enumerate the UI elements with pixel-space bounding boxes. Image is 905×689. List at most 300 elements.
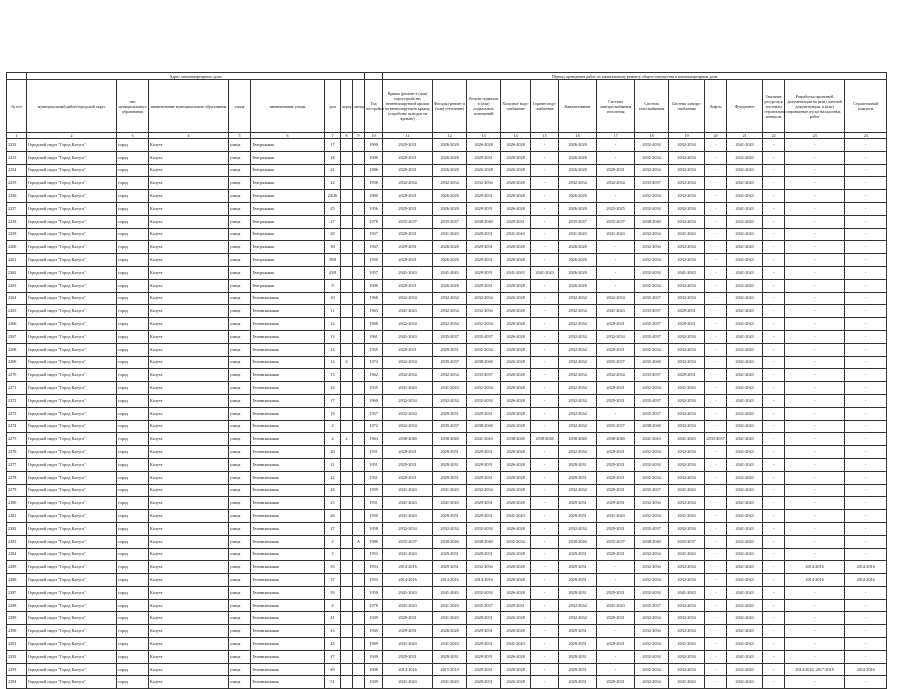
table-cell: - bbox=[705, 151, 727, 164]
table-cell: 1954 bbox=[365, 561, 383, 574]
table-cell: 2041-2043 bbox=[669, 266, 705, 279]
table-cell bbox=[341, 292, 353, 305]
table-cell: Городской округ "Город Калуга" bbox=[27, 318, 117, 331]
table-cell: Театральная bbox=[251, 139, 325, 152]
table-cell: 2281 bbox=[7, 510, 27, 523]
table-cell: - bbox=[531, 625, 559, 638]
table-cell: город bbox=[117, 151, 149, 164]
table-cell: 1947 bbox=[365, 241, 383, 254]
table-row bbox=[7, 139, 887, 152]
table-cell: - bbox=[705, 305, 727, 318]
table-cell: Телевизионная bbox=[251, 663, 325, 676]
table-cell: - bbox=[705, 599, 727, 612]
table-cell: - bbox=[763, 458, 785, 471]
table-cell bbox=[353, 510, 365, 523]
table-cell: 2029-2031 bbox=[559, 586, 597, 599]
table-cell: Городской округ "Город Калуга" bbox=[27, 177, 117, 190]
table-cell: 2041-2043 bbox=[727, 497, 763, 510]
table-cell: 2029-2031 bbox=[383, 254, 433, 267]
column-number: 10 bbox=[365, 133, 383, 139]
table-cell: Городской округ "Город Калуга" bbox=[27, 497, 117, 510]
table-cell bbox=[341, 484, 353, 497]
table-cell: 2035-2037 bbox=[635, 305, 669, 318]
table-row bbox=[7, 228, 887, 241]
table-cell: 2041-2043 bbox=[727, 343, 763, 356]
table-row bbox=[7, 522, 887, 535]
table-cell: 2029-2031 bbox=[467, 266, 501, 279]
table-cell: Калуга bbox=[149, 164, 229, 177]
table-cell: 1974 bbox=[365, 356, 383, 369]
column-header: наименование улицы bbox=[251, 80, 325, 133]
table-row bbox=[7, 471, 887, 484]
table-cell: 2032-2034 bbox=[669, 407, 705, 420]
table-row bbox=[7, 599, 887, 612]
table-cell: Калуга bbox=[149, 292, 229, 305]
table-row bbox=[7, 292, 887, 305]
table-cell: - bbox=[785, 676, 845, 689]
table-cell: - bbox=[597, 266, 635, 279]
table-cell: Городской округ "Город Калуга" bbox=[27, 407, 117, 420]
table-cell: город bbox=[117, 190, 149, 203]
table-cell: 2032-2034 bbox=[433, 177, 467, 190]
table-cell bbox=[341, 638, 353, 651]
table-cell bbox=[341, 177, 353, 190]
table-cell bbox=[353, 266, 365, 279]
table-cell bbox=[341, 586, 353, 599]
table-cell bbox=[353, 330, 365, 343]
table-cell: - bbox=[785, 369, 845, 382]
table-cell: город bbox=[117, 356, 149, 369]
table-cell: 2026-2028 bbox=[501, 420, 531, 433]
table-cell: 2041-2043 bbox=[727, 535, 763, 548]
table-cell: 2041-2043 bbox=[597, 510, 635, 523]
table-cell: 1961 bbox=[365, 330, 383, 343]
table-cell: 2032-2034 bbox=[383, 318, 433, 331]
table-cell: 2032-2034 bbox=[635, 382, 669, 395]
header-group-row bbox=[7, 73, 887, 80]
table-cell: 2041-2043 bbox=[383, 382, 433, 395]
table-cell: 2265 bbox=[7, 305, 27, 318]
table-cell: 2032-2034 bbox=[635, 638, 669, 651]
table-cell: 2032-2034 bbox=[467, 382, 501, 395]
table-cell: 2032-2034 bbox=[669, 458, 705, 471]
table-cell: 2035-2037 bbox=[433, 356, 467, 369]
table-cell: Телевизионная bbox=[251, 612, 325, 625]
table-cell: 2032-2034 bbox=[635, 164, 669, 177]
table-cell: - bbox=[763, 446, 785, 459]
table-cell: 2026-2028 bbox=[501, 139, 531, 152]
table-cell: - bbox=[531, 599, 559, 612]
table-cell: - bbox=[763, 343, 785, 356]
table-cell: 2041-2043 bbox=[467, 433, 501, 446]
table-cell: 2038-2040 bbox=[501, 433, 531, 446]
table-cell: 2041-2043 bbox=[727, 625, 763, 638]
table-cell bbox=[341, 561, 353, 574]
table-row bbox=[7, 433, 887, 446]
table-cell: 2032-2034 bbox=[669, 663, 705, 676]
table-cell: 2038-2040 bbox=[635, 215, 669, 228]
table-cell: 1958 bbox=[365, 177, 383, 190]
table-cell: 2032-2034 bbox=[635, 663, 669, 676]
table-cell: Городской округ "Город Калуга" bbox=[27, 625, 117, 638]
table-cell: 2032-2034 bbox=[559, 599, 597, 612]
table-cell: - bbox=[531, 254, 559, 267]
table-row bbox=[7, 266, 887, 279]
table-cell: 2035-2037 bbox=[635, 369, 669, 382]
table-cell: 2032-2034 bbox=[669, 190, 705, 203]
table-cell: - bbox=[763, 471, 785, 484]
table-cell: Калуга bbox=[149, 190, 229, 203]
table-cell: 2026-2028 bbox=[501, 676, 531, 689]
table-cell: 2032-2034 bbox=[559, 343, 597, 356]
table-cell: 2278 bbox=[7, 471, 27, 484]
table-cell: - bbox=[845, 177, 887, 190]
table-cell: 2026-2028 bbox=[501, 292, 531, 305]
header-group-period: Период проведения работ по капитальному ремонту общего имущества в многоквартирном доме bbox=[383, 73, 887, 80]
table-cell: - bbox=[531, 471, 559, 484]
table-cell: Калуга bbox=[149, 471, 229, 484]
table-cell: - bbox=[763, 561, 785, 574]
column-header: Канализование bbox=[559, 80, 597, 133]
table-cell: Городской округ "Город Калуга" bbox=[27, 356, 117, 369]
table-cell: - bbox=[763, 190, 785, 203]
table-cell: - bbox=[785, 279, 845, 292]
table-cell: 2266 bbox=[7, 318, 27, 331]
table-cell: 2026-2028 bbox=[501, 279, 531, 292]
table-row bbox=[7, 151, 887, 164]
table-cell: 2032-2034 bbox=[669, 139, 705, 152]
table-cell: Театральная bbox=[251, 241, 325, 254]
table-cell: - bbox=[705, 139, 727, 152]
table-cell: улица bbox=[229, 356, 251, 369]
table-cell: 2041-2043 bbox=[433, 484, 467, 497]
table-cell: - bbox=[763, 330, 785, 343]
table-cell: 1900 bbox=[365, 190, 383, 203]
table-cell: 2029-2031 bbox=[433, 343, 467, 356]
table-cell: - bbox=[531, 394, 559, 407]
column-header: Строительный контроль bbox=[845, 80, 887, 133]
table-cell: 2032-2034 bbox=[467, 484, 501, 497]
table-cell bbox=[341, 574, 353, 587]
table-cell: - bbox=[845, 612, 887, 625]
table-cell: Городской округ "Город Калуга" bbox=[27, 305, 117, 318]
table-cell: 2029-2031 bbox=[467, 471, 501, 484]
table-cell: 2032-2034 bbox=[597, 330, 635, 343]
table-cell: 2032-2034 bbox=[383, 356, 433, 369]
table-cell: город bbox=[117, 177, 149, 190]
table-cell: - bbox=[705, 292, 727, 305]
table-row bbox=[7, 241, 887, 254]
table-cell: - bbox=[845, 318, 887, 331]
table-row bbox=[7, 561, 887, 574]
table-cell: - bbox=[763, 548, 785, 561]
table-cell: Телевизионная bbox=[251, 638, 325, 651]
table-row bbox=[7, 394, 887, 407]
table-cell: 1935 bbox=[365, 382, 383, 395]
table-cell: 2026-2028 bbox=[501, 471, 531, 484]
table-cell: 2038-2040 bbox=[467, 356, 501, 369]
table-cell: 2032-2034 bbox=[383, 420, 433, 433]
table-cell: 1957 bbox=[365, 266, 383, 279]
table-cell: 2029-2031 bbox=[597, 522, 635, 535]
table-cell: 2032-2034 bbox=[467, 292, 501, 305]
table-cell: Театральная bbox=[251, 228, 325, 241]
table-row bbox=[7, 535, 887, 548]
table-cell: 2041-2043 bbox=[727, 369, 763, 382]
table-cell: 2029-2031 bbox=[559, 650, 597, 663]
table-cell: 2026-2028 bbox=[433, 625, 467, 638]
table-cell: - bbox=[845, 548, 887, 561]
table-cell: - bbox=[531, 676, 559, 689]
table-cell: 2032-2034 bbox=[635, 612, 669, 625]
table-cell: 2029-2031 bbox=[467, 446, 501, 459]
table-cell: улица bbox=[229, 446, 251, 459]
table-cell: 1908 bbox=[365, 663, 383, 676]
table-cell: город bbox=[117, 433, 149, 446]
table-cell: 2041-2043 bbox=[433, 228, 467, 241]
table-cell: 2 bbox=[325, 535, 341, 548]
table-cell: - bbox=[705, 330, 727, 343]
table-cell bbox=[353, 369, 365, 382]
table-cell: Телевизионная bbox=[251, 535, 325, 548]
table-cell: улица bbox=[229, 241, 251, 254]
table-cell: - bbox=[845, 356, 887, 369]
table-cell: улица bbox=[229, 139, 251, 152]
table-cell: 2035-2037 bbox=[433, 330, 467, 343]
table-cell bbox=[353, 356, 365, 369]
column-number: 9 bbox=[353, 133, 365, 139]
table-cell: 2041-2043 bbox=[669, 586, 705, 599]
table-cell: 2277 bbox=[7, 458, 27, 471]
table-cell: 2029-2031 bbox=[501, 215, 531, 228]
table-cell: - bbox=[785, 484, 845, 497]
table-cell: Городской округ "Город Калуга" bbox=[27, 535, 117, 548]
table-cell bbox=[353, 574, 365, 587]
table-cell: - bbox=[785, 497, 845, 510]
table-cell: 2014-2016 bbox=[845, 561, 887, 574]
table-cell: 2041-2043 bbox=[501, 266, 531, 279]
table-cell: - bbox=[763, 522, 785, 535]
table-cell: 22 bbox=[325, 471, 341, 484]
table-cell: 2029-2031 bbox=[597, 548, 635, 561]
table-cell: - bbox=[845, 164, 887, 177]
table-cell: - bbox=[531, 292, 559, 305]
column-header: Фасады (ремонт и (или) утепление) bbox=[433, 80, 467, 133]
table-cell: 2026-2028 bbox=[559, 164, 597, 177]
table-cell: 2029-2031 bbox=[467, 458, 501, 471]
table-row bbox=[7, 420, 887, 433]
table-cell: 2029-2031 bbox=[467, 650, 501, 663]
table-cell bbox=[353, 625, 365, 638]
table-cell: 2032-2034 bbox=[669, 650, 705, 663]
table-cell: 2041-2043 bbox=[433, 676, 467, 689]
table-cell: 1949 bbox=[365, 612, 383, 625]
table-cell: 2041-2043 bbox=[383, 676, 433, 689]
table-cell: - bbox=[845, 266, 887, 279]
table-cell: 1968 bbox=[365, 318, 383, 331]
table-cell: 2029-2031 bbox=[383, 151, 433, 164]
table-cell: город bbox=[117, 343, 149, 356]
table-cell bbox=[341, 394, 353, 407]
table-cell bbox=[353, 215, 365, 228]
table-cell: 2041-2043 bbox=[383, 638, 433, 651]
table-cell: 2026-2028 bbox=[501, 625, 531, 638]
table-cell: 2029-2031 bbox=[559, 548, 597, 561]
table-cell: - bbox=[845, 535, 887, 548]
table-cell: 2032-2034 bbox=[669, 279, 705, 292]
table-cell: 2026-2028 bbox=[433, 241, 467, 254]
table-cell: 2041-2043 bbox=[727, 305, 763, 318]
table-header bbox=[7, 73, 887, 139]
table-cell: 2026-2028 bbox=[501, 561, 531, 574]
table-cell bbox=[341, 420, 353, 433]
table-cell: - bbox=[845, 279, 887, 292]
table-cell: 2029-2031 bbox=[559, 625, 597, 638]
table-cell: - bbox=[597, 650, 635, 663]
table-cell: 39/8 bbox=[325, 254, 341, 267]
table-cell: 2032-2034 bbox=[597, 369, 635, 382]
table-cell: Городской округ "Город Калуга" bbox=[27, 215, 117, 228]
table-cell: Телевизионная bbox=[251, 497, 325, 510]
column-header: Лифты bbox=[705, 80, 727, 133]
table-cell: Городской округ "Город Калуга" bbox=[27, 420, 117, 433]
table-cell: 2029-2031 bbox=[467, 279, 501, 292]
table-cell: 2041-2043 bbox=[727, 279, 763, 292]
table-cell: - bbox=[763, 420, 785, 433]
table-cell: улица bbox=[229, 305, 251, 318]
table-cell: 2015-2019 bbox=[433, 663, 467, 676]
table-cell: - bbox=[785, 164, 845, 177]
table-cell: город bbox=[117, 279, 149, 292]
table-cell: 2014-2016 bbox=[383, 561, 433, 574]
column-header: улица bbox=[229, 80, 251, 133]
table-cell bbox=[341, 535, 353, 548]
table-cell: Городской округ "Город Калуга" bbox=[27, 586, 117, 599]
table-cell: Калуга bbox=[149, 241, 229, 254]
table-cell: Телевизионная bbox=[251, 446, 325, 459]
table-cell: - bbox=[763, 228, 785, 241]
table-cell: 2032-2034 bbox=[559, 446, 597, 459]
table-cell: - bbox=[785, 330, 845, 343]
table-cell: - bbox=[705, 202, 727, 215]
table-cell: 2032-2034 bbox=[433, 369, 467, 382]
table-cell: - bbox=[845, 330, 887, 343]
table-cell: 2041-2043 bbox=[501, 228, 531, 241]
table-cell: 2041-2043 bbox=[727, 292, 763, 305]
table-cell: - bbox=[763, 394, 785, 407]
table-cell: - bbox=[845, 305, 887, 318]
table-cell: 1978 bbox=[365, 215, 383, 228]
table-cell: - bbox=[845, 369, 887, 382]
table-cell: 1963 bbox=[365, 305, 383, 318]
table-cell bbox=[341, 599, 353, 612]
table-row bbox=[7, 650, 887, 663]
table-cell: 2032-2034 bbox=[559, 612, 597, 625]
table-cell: 2032-2034 bbox=[669, 202, 705, 215]
table-cell: 2035-2037 bbox=[635, 407, 669, 420]
table-cell: - bbox=[531, 241, 559, 254]
table-cell: Калуга bbox=[149, 177, 229, 190]
table-cell: 21 bbox=[325, 164, 341, 177]
table-cell: - bbox=[785, 177, 845, 190]
table-cell: Городской округ "Город Калуга" bbox=[27, 676, 117, 689]
table-cell: 2029-2031 bbox=[597, 343, 635, 356]
table-cell: 2029-2031 bbox=[597, 318, 635, 331]
table-cell: 2026-2028 bbox=[501, 458, 531, 471]
table-cell: 2041-2043 bbox=[383, 266, 433, 279]
column-number: 12 bbox=[433, 133, 467, 139]
table-cell: 2029-2031 bbox=[597, 458, 635, 471]
table-cell bbox=[353, 177, 365, 190]
table-cell: 2026-2028 bbox=[501, 151, 531, 164]
table-cell: 2032-2034 bbox=[669, 330, 705, 343]
header-group-blank bbox=[7, 73, 27, 80]
column-number: 17 bbox=[597, 133, 635, 139]
table-cell: город bbox=[117, 292, 149, 305]
table-cell: 2041-2043 bbox=[727, 139, 763, 152]
table-cell: 2041-2043 bbox=[669, 676, 705, 689]
table-cell: улица bbox=[229, 266, 251, 279]
table-cell: 2029-2031 bbox=[559, 574, 597, 587]
table-cell: 2029-2031 bbox=[669, 305, 705, 318]
column-header: Система электроснабжения отопления bbox=[597, 80, 635, 133]
table-cell: 2291 bbox=[7, 638, 27, 651]
table-cell: - bbox=[763, 586, 785, 599]
table-cell: 2014-2016, 2017-2019 bbox=[785, 663, 845, 676]
table-cell: 2032-2034 bbox=[669, 522, 705, 535]
table-cell: 1900 bbox=[365, 139, 383, 152]
table-cell: Телевизионная bbox=[251, 458, 325, 471]
table-cell: 2041-2043 bbox=[727, 599, 763, 612]
table-cell: - bbox=[763, 612, 785, 625]
table-cell: улица bbox=[229, 177, 251, 190]
table-cell: 2026-2028 bbox=[433, 202, 467, 215]
column-header: тип муниципального образования bbox=[117, 80, 149, 133]
table-cell: 2041-2043 bbox=[383, 497, 433, 510]
table-cell: 13 bbox=[325, 330, 341, 343]
table-cell bbox=[341, 497, 353, 510]
table-cell: - bbox=[763, 574, 785, 587]
table-cell: 2274 bbox=[7, 420, 27, 433]
table-cell: город bbox=[117, 625, 149, 638]
table-cell: 2032-2034 bbox=[635, 254, 669, 267]
table-cell: 2026-2028 bbox=[433, 190, 467, 203]
table-cell: 17 bbox=[325, 394, 341, 407]
table-cell: - bbox=[531, 458, 559, 471]
table-cell: 2029-2031 bbox=[383, 471, 433, 484]
table-cell: 2026-2028 bbox=[501, 190, 531, 203]
table-cell: 2041-2043 bbox=[727, 586, 763, 599]
table-row bbox=[7, 202, 887, 215]
table-cell: - bbox=[531, 535, 559, 548]
table-cell: 2029-2031 bbox=[559, 510, 597, 523]
table-cell: 2035-2037 bbox=[559, 215, 597, 228]
table-cell: Калуга bbox=[149, 330, 229, 343]
table-cell: Городской округ "Город Калуга" bbox=[27, 369, 117, 382]
table-cell bbox=[353, 202, 365, 215]
table-cell: Калуга bbox=[149, 458, 229, 471]
table-cell: улица bbox=[229, 279, 251, 292]
table-cell: 2026-2028 bbox=[467, 139, 501, 152]
table-cell: - bbox=[705, 535, 727, 548]
table-cell: Калуга bbox=[149, 433, 229, 446]
table-cell: 2032-2034 bbox=[635, 190, 669, 203]
table-cell: - bbox=[785, 612, 845, 625]
table-cell: 2289 bbox=[7, 612, 27, 625]
table-cell: - bbox=[785, 382, 845, 395]
table-cell: - bbox=[531, 420, 559, 433]
table-cell: Телевизионная bbox=[251, 394, 325, 407]
